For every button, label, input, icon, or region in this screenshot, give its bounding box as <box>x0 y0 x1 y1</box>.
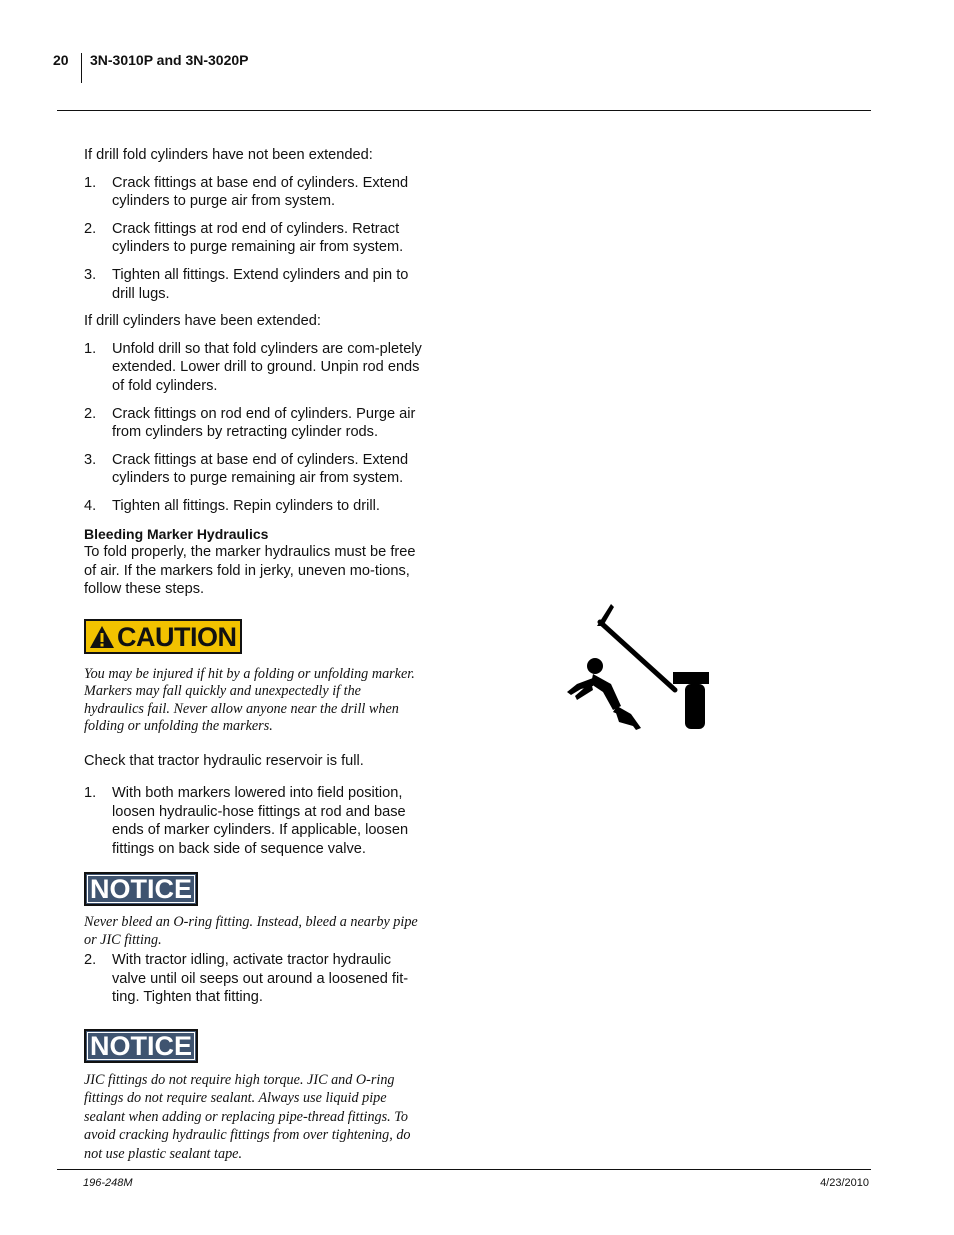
intro-extended: If drill cylinders have been extended: <box>84 313 321 330</box>
document-title: 3N-3010P and 3N-3020P <box>90 52 249 68</box>
footer-date: 4/23/2010 <box>820 1177 869 1189</box>
caution-text: You may be injured if hit by a folding or unfolding marker. Markers may fall quickly and unexpectedly if the hydraulics fail. Never allow anyone near the drill when folding or unfolding the markers. <box>84 665 415 735</box>
list-item: 1. Unfold drill so that fold cylinders are com-pletely extended. Lower drill to ground. Unpin rod ends of fold cylinders. <box>84 340 422 394</box>
step-list-1 <box>84 784 424 858</box>
notice-text: Never bleed an O-ring fitting. Instead, bleed a nearby pipe or JIC fitting. <box>84 914 418 948</box>
step-list-2 <box>84 951 424 1007</box>
list-item: 3. Crack fittings at base end of cylinders. Extend cylinders to purge remaining air from system. <box>84 451 409 487</box>
footer-doc-number: 196-248M <box>83 1177 133 1189</box>
section-intro: To fold properly, the marker hydraulics must be free of air. If the markers fold in jerky, uneven mo-tions, follow these steps. <box>84 544 416 598</box>
section-heading: Bleeding Marker Hydraulics <box>84 525 269 542</box>
footer-rule <box>57 1169 871 1170</box>
list-item: 2. With tractor idling, activate tractor hydraulic valve until oil seeps out around a loosened fit-ting. Tighten that fitting. <box>84 952 409 1006</box>
caution-label: CAUTION <box>117 621 237 652</box>
caution-badge <box>84 619 242 654</box>
notice-text: JIC fittings do not require high torque. JIC and O-ring fittings do not require sealant. Always use liquid pipe sealant when adding or replacing pipe-thread fittings. To avoid cracking hydraulic fittings from over tightening, do not use plastic sealant tape. <box>84 1072 411 1162</box>
list-item: 1. Crack fittings at base end of cylinders. Extend cylinders to purge air from system. <box>84 174 409 210</box>
page-number: 20 <box>53 52 69 68</box>
list-extended <box>84 340 424 516</box>
list-item: 4. Tighten all fittings. Repin cylinders to drill. <box>84 497 380 514</box>
falling-marker-hazard-icon <box>563 602 713 734</box>
warning-triangle-icon <box>89 625 115 649</box>
header-rule <box>57 110 871 111</box>
check-reservoir: Check that tractor hydraulic reservoir is full. <box>84 752 364 769</box>
list-item: 2. Crack fittings at rod end of cylinders. Retract cylinders to purge remaining air from system. <box>84 220 404 256</box>
main-column <box>84 146 424 1163</box>
notice-badge: NOTICE <box>84 1029 198 1063</box>
list-item: 2. Crack fittings on rod end of cylinders. Purge air from cylinders by retracting cylinder rods. <box>84 405 416 441</box>
notice-badge: NOTICE <box>84 872 198 906</box>
header-divider <box>81 53 82 83</box>
list-item: 3. Tighten all fittings. Extend cylinders and pin to drill lugs. <box>84 266 409 302</box>
list-item: 1. With both markers lowered into field position, loosen hydraulic-hose fittings at rod and base ends of marker cylinders. If applicable, loosen fittings on back side of sequence valve. <box>84 785 409 857</box>
intro-not-extended: If drill fold cylinders have not been extended: <box>84 147 373 163</box>
list-not-extended <box>84 174 424 304</box>
